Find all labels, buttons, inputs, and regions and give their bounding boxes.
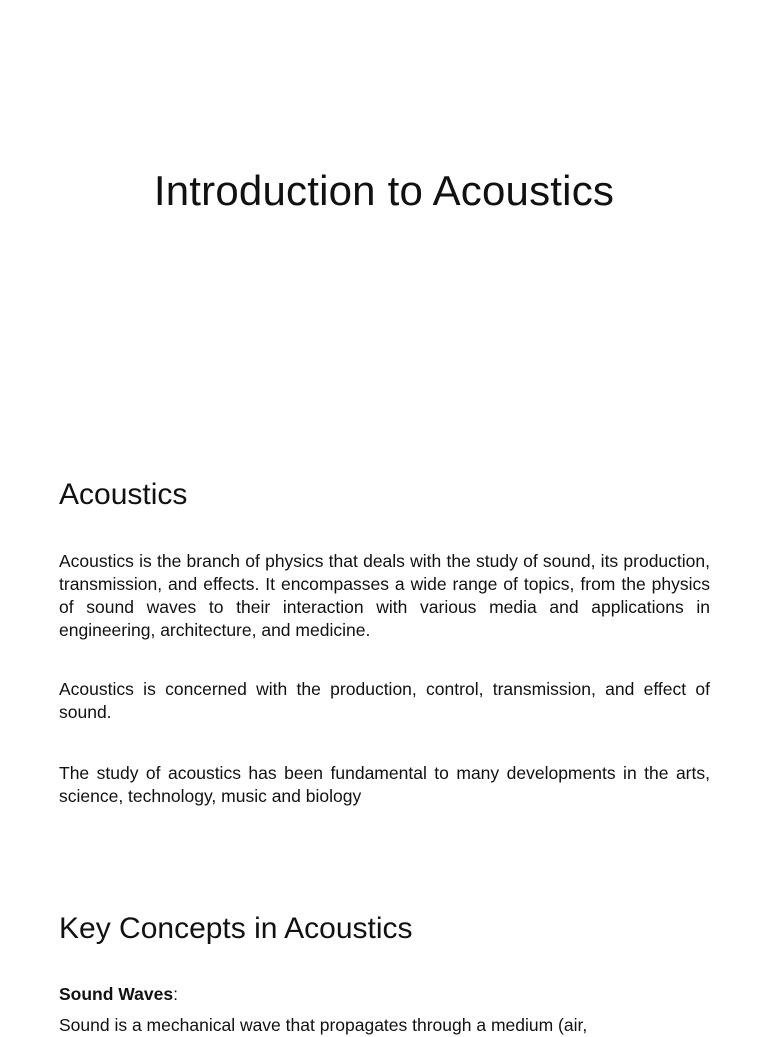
section-heading-key-concepts: Key Concepts in Acoustics <box>59 912 413 945</box>
subheading-sound-waves-label: Sound Waves <box>59 984 174 1004</box>
paragraph-concern: Acoustics is concerned with the production, control, transmission, and effect of sound. <box>59 679 710 722</box>
sound-waves-partial-text: Sound is a mechanical wave that propagates through a medium (air, <box>59 1015 588 1035</box>
subheading-colon: : <box>173 984 178 1004</box>
subheading-sound-waves <box>59 983 178 1006</box>
paragraph-study: The study of acoustics has been fundamental to many developments in the arts, science, technology, music and biology <box>59 763 710 806</box>
paragraph-definition: Acoustics is the branch of physics that deals with the study of sound, its production, transmission, and effects. It encompasses a wide range of topics, from the physics of sound waves to their interaction with various media and applications in engineering, architecture, and medicine. <box>59 551 710 640</box>
section-heading-acoustics: Acoustics <box>59 478 188 511</box>
slide-title: Introduction to Acoustics <box>153 167 615 214</box>
